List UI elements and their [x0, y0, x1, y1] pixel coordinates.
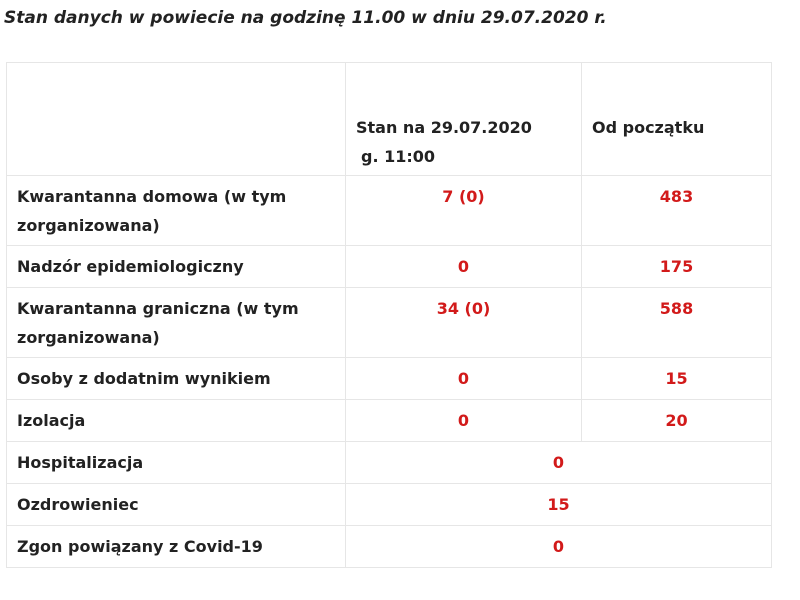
row-label: Kwarantanna domowa (w tym zorganizowana) — [7, 176, 346, 246]
row-current-value: 0 — [346, 246, 582, 288]
header-cell-current — [346, 63, 582, 176]
row-label: Izolacja — [7, 400, 346, 442]
row-merged-value: 15 — [346, 484, 772, 526]
row-label: Hospitalizacja — [7, 442, 346, 484]
header-current-line1: Stan na 29.07.2020 — [356, 118, 532, 137]
row-label: Osoby z dodatnim wynikiem — [7, 358, 346, 400]
row-total-value: 20 — [582, 400, 772, 442]
table-row — [7, 526, 772, 568]
row-label: Nadzór epidemiologiczny — [7, 246, 346, 288]
row-current-value: 7 (0) — [346, 176, 582, 246]
row-total-value: 483 — [582, 176, 772, 246]
row-current-value: 34 (0) — [346, 288, 582, 358]
row-merged-value: 0 — [346, 526, 772, 568]
row-current-value: 0 — [346, 400, 582, 442]
table-row — [7, 358, 772, 400]
header-cell-total — [582, 63, 772, 176]
table-row — [7, 288, 772, 358]
table-header-row — [7, 63, 772, 176]
header-total-label: Od początku — [592, 118, 705, 137]
row-label: Zgon powiązany z Covid-19 — [7, 526, 346, 568]
table-row — [7, 176, 772, 246]
table-row — [7, 484, 772, 526]
table-row — [7, 442, 772, 484]
row-label: Ozdrowieniec — [7, 484, 346, 526]
row-total-value: 175 — [582, 246, 772, 288]
header-cell-empty — [7, 63, 346, 176]
header-current-line2: g. 11:00 — [361, 147, 436, 166]
row-total-value: 15 — [582, 358, 772, 400]
table-row — [7, 400, 772, 442]
row-label: Kwarantanna graniczna (w tym zorganizowana) — [7, 288, 346, 358]
row-merged-value: 0 — [346, 442, 772, 484]
row-total-value: 588 — [582, 288, 772, 358]
data-table — [6, 62, 772, 568]
row-current-value: 0 — [346, 358, 582, 400]
table-row — [7, 246, 772, 288]
page-title: Stan danych w powiecie na godzinę 11.00 w dniu 29.07.2020 r. — [4, 8, 607, 28]
